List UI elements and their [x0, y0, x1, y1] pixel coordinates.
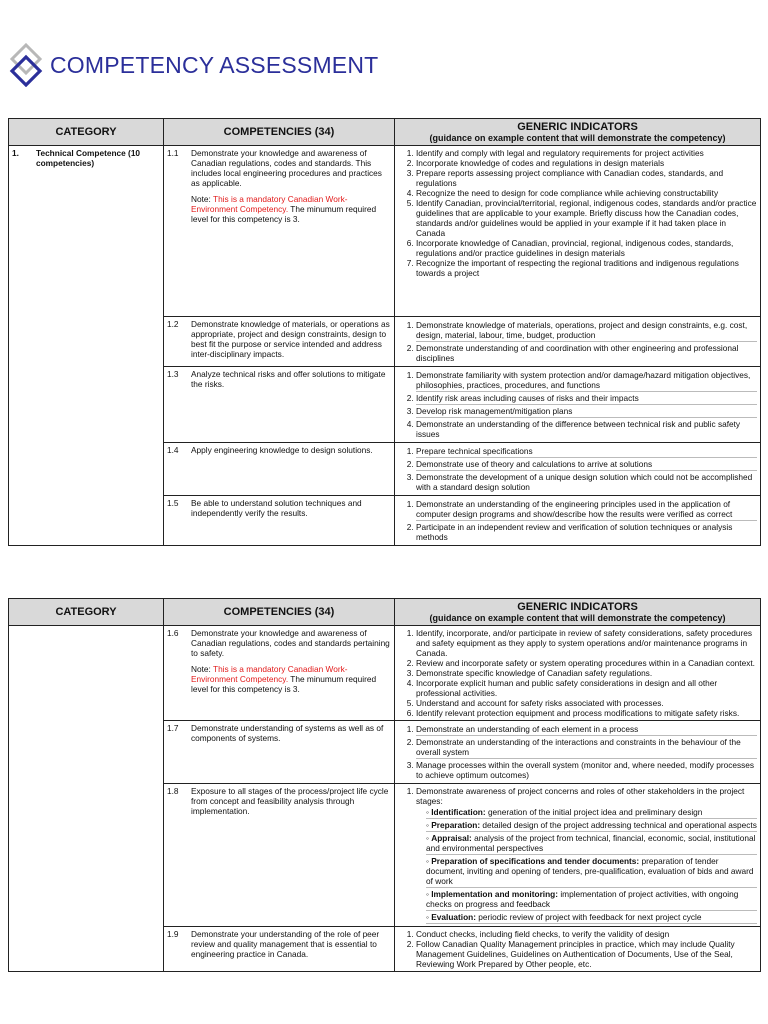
stage-desc: generation of the initial project idea and preliminary design [485, 807, 703, 817]
competency-text: Be able to understand solution techniques and independently verify the results. [191, 498, 362, 518]
list-item: 2. Participate in an independent review and verification of solution techniques or analysis methods [416, 521, 757, 543]
competency-note: Note: This is a mandatory Canadian Work-Environment Competency. The minumum required level for this competency is 3. [191, 664, 377, 694]
competency-cell [164, 626, 395, 721]
list-item: 4. Incorporate explicit human and public safety considerations in design and all other professional activities. [416, 678, 757, 698]
page-header [6, 40, 378, 90]
indicators-header [395, 119, 761, 146]
list-item: 1. Identify and comply with legal and regulatory requirements for project activities [416, 148, 757, 158]
stage-desc: detailed design of the project addressing technical and operational aspects [480, 820, 757, 830]
indicator-list [398, 723, 757, 781]
list-item: 7. Recognize the important of respecting the regional traditions and indigenous regulations towards a project [416, 258, 757, 278]
competency-cell [164, 317, 395, 367]
competency-text: Apply engineering knowledge to design solutions. [191, 445, 373, 455]
indicators-cell [395, 784, 761, 927]
list-item: 2. Demonstrate understanding of and coordination with other engineering and professional disciplines [416, 342, 757, 364]
list-item: 4. Recognize the need to design for code compliance while achieving constructability [416, 188, 757, 198]
stage-term: Identification: [431, 807, 486, 817]
list-item: 6. Identify relevant protection equipment and process modifications to mitigate safety risks. [416, 708, 757, 718]
indicators-header [395, 599, 761, 626]
list-item: 1. Demonstrate familiarity with system protection and/or damage/hazard mitigation objectives, philosophies, practices, procedures, and functions [416, 369, 757, 392]
indicator-list [398, 628, 757, 718]
competency-number: 1.3 [167, 369, 179, 379]
list-item: 4. Demonstrate an understanding of the difference between technical risk and public safety issues [416, 418, 757, 440]
table-row [9, 626, 761, 721]
indicator-list [398, 498, 757, 543]
competency-text: Demonstrate your knowledge and awareness of Canadian regulations, codes and standards. This includes local engineering procedures and practices as applicable. [191, 148, 382, 188]
competency-cell [164, 496, 395, 546]
competency-table-2 [8, 598, 761, 972]
indicator-list [398, 369, 757, 440]
competency-text: Analyze technical risks and offer solutions to mitigate the risks. [191, 369, 386, 389]
mandatory-note: This is a mandatory Canadian Work-Environment Competency. [191, 664, 348, 684]
stage-item [426, 819, 757, 832]
indicators-title: GENERIC INDICATORS [517, 601, 638, 613]
stage-list [416, 806, 757, 924]
category-number: 1. [12, 148, 19, 158]
list-item: 2. Demonstrate use of theory and calculations to arrive at solutions [416, 458, 757, 471]
competency-cell [164, 721, 395, 784]
competency-cell [164, 367, 395, 443]
competency-text: Demonstrate your knowledge and awareness of Canadian regulations, codes and standards pertaining to safety. [191, 628, 390, 658]
indicators-cell [395, 496, 761, 546]
list-item: 1. Prepare technical specifications [416, 445, 757, 458]
list-item [416, 786, 757, 924]
indicators-cell [395, 721, 761, 784]
indicators-title: GENERIC INDICATORS [517, 121, 638, 133]
mandatory-note: This is a mandatory Canadian Work-Environment Competency. [191, 194, 348, 214]
list-item: 3. Prepare reports assessing project compliance with Canadian codes, standards, and regulations [416, 168, 757, 188]
indicator-list [398, 445, 757, 493]
competency-number: 1.5 [167, 498, 179, 508]
stage-desc: periodic review of project with feedback for next project cycle [475, 912, 702, 922]
stage-desc: analysis of the project from technical, financial, economic, social, institutional and environmental perspectives [426, 833, 756, 853]
competency-cell [164, 146, 395, 317]
competency-text: Demonstrate knowledge of materials, or operations as appropriate, project and design constraints, design to best fit the purpose or service intended and address inter-disciplinary impacts. [191, 319, 390, 359]
category-name: Technical Competence (10 competencies) [36, 148, 141, 168]
table-header-row [9, 119, 761, 146]
category-header: CATEGORY [9, 119, 164, 146]
list-item: 1. Demonstrate an understanding of each element in a process [416, 723, 757, 736]
indicators-cell [395, 317, 761, 367]
competency-cell [164, 927, 395, 972]
list-item: 5. Understand and account for safety risks associated with processes. [416, 698, 757, 708]
list-item: 3. Develop risk management/mitigation plans [416, 405, 757, 418]
indicator-list [398, 929, 757, 969]
stage-term: Preparation of specifications and tender documents: [431, 856, 640, 866]
stage-item [426, 806, 757, 819]
indicators-cell [395, 927, 761, 972]
list-item: 3. Demonstrate specific knowledge of Canadian safety regulations. [416, 668, 757, 678]
stage-item [426, 888, 757, 911]
indicator-intro: Demonstrate awareness of project concerns and roles of other stakeholders in the project stages: [416, 786, 745, 806]
indicators-cell [395, 146, 761, 317]
list-item: 1. Demonstrate an understanding of the engineering principles used in the application of computer design programs and show/describe how the results were verified as correct [416, 498, 757, 521]
list-item: 1. Demonstrate knowledge of materials, operations, project and design constraints, e.g. cost, design, material, labour, time, budget, production [416, 319, 757, 342]
list-item: 3. Demonstrate the development of a unique design solution which could not be accomplished with a standard design solution [416, 471, 757, 493]
list-item: 3. Manage processes within the overall system (monitor and, where needed, modify processes to achieve optimum outcomes) [416, 759, 757, 781]
list-item: 2. Demonstrate an understanding of the interactions and constraints in the behaviour of the overall system [416, 736, 757, 759]
competency-number: 1.7 [167, 723, 179, 733]
competency-note: Note: This is a mandatory Canadian Work-Environment Competency. The minumum required level for this competency is 3. [191, 194, 377, 224]
indicator-list [398, 319, 757, 364]
indicator-list [398, 148, 757, 278]
competencies-header: COMPETENCIES (34) [164, 599, 395, 626]
competency-number: 1.4 [167, 445, 179, 455]
indicators-subtitle: (guidance on example content that will demonstrate the competency) [429, 613, 726, 623]
competency-text: Demonstrate understanding of systems as well as of components of systems. [191, 723, 384, 743]
diamond-logo-icon [6, 43, 46, 87]
indicators-cell [395, 443, 761, 496]
competency-number: 1.1 [167, 148, 179, 158]
stage-term: Implementation and monitoring: [431, 889, 559, 899]
indicators-cell [395, 626, 761, 721]
list-item: 2. Review and incorporate safety or system operating procedures within in a Canadian context. [416, 658, 757, 668]
competency-number: 1.6 [167, 628, 179, 638]
indicators-cell [395, 367, 761, 443]
list-item: 2. Follow Canadian Quality Management principles in practice, which may include Quality Management Guidelines, Guidelines on Authentication of Documents, Use of the Seal, Reviewing Work Prepared by Other people, etc. [416, 939, 757, 969]
competencies-header: COMPETENCIES (34) [164, 119, 395, 146]
competency-number: 1.8 [167, 786, 179, 796]
indicator-list [398, 786, 757, 924]
stage-desc: preparation of tender document, inviting and opening of tenders, pre-qualification, evaluation of bids and award of work [426, 856, 754, 886]
list-item: 5. Identify Canadian, provincial/territorial, regional, indigenous codes, standards and/or practice guidelines that are applicable to your example. Briefly discuss how the Canadian codes, standards and/or guidelines would be applied in your example if it had taken place in Canada [416, 198, 757, 238]
list-item: 2. Incorporate knowledge of codes and regulations in design materials [416, 158, 757, 168]
competency-cell [164, 443, 395, 496]
stage-term: Appraisal: [431, 833, 472, 843]
list-item: 2. Identify risk areas including causes of risks and their impacts [416, 392, 757, 405]
stage-term: Preparation: [431, 820, 481, 830]
list-item: 6. Incorporate knowledge of Canadian, provincial, regional, indigenous codes, standards, regulations and/or practice guidelines in design materials [416, 238, 757, 258]
list-item: 1. Conduct checks, including field checks, to verify the validity of design [416, 929, 757, 939]
table-header-row [9, 599, 761, 626]
competency-number: 1.2 [167, 319, 179, 329]
competency-text: Exposure to all stages of the process/project life cycle from concept and feasibility analysis through implementation. [191, 786, 389, 816]
competency-text: Demonstrate your understanding of the role of peer review and quality management that is essential to engineering practice in Canada. [191, 929, 380, 959]
document-title: COMPETENCY ASSESSMENT [50, 51, 379, 78]
competency-table-1 [8, 118, 761, 546]
list-item: 1. Identify, incorporate, and/or participate in review of safety considerations, safety procedures and safety equipment as they apply to system operations and/or maintenance programs in Canada. [416, 628, 757, 658]
stage-item [426, 832, 757, 855]
stage-desc: implementation of project activities, with ongoing checks on progress and feedback [426, 889, 739, 909]
category-header: CATEGORY [9, 599, 164, 626]
competency-cell [164, 784, 395, 927]
stage-item [426, 911, 757, 924]
category-cell [9, 626, 164, 972]
indicators-subtitle: (guidance on example content that will demonstrate the competency) [429, 133, 726, 143]
competency-number: 1.9 [167, 929, 179, 939]
stage-item [426, 855, 757, 888]
table-row [9, 146, 761, 317]
stage-term: Evaluation: [431, 912, 476, 922]
category-cell [9, 146, 164, 546]
